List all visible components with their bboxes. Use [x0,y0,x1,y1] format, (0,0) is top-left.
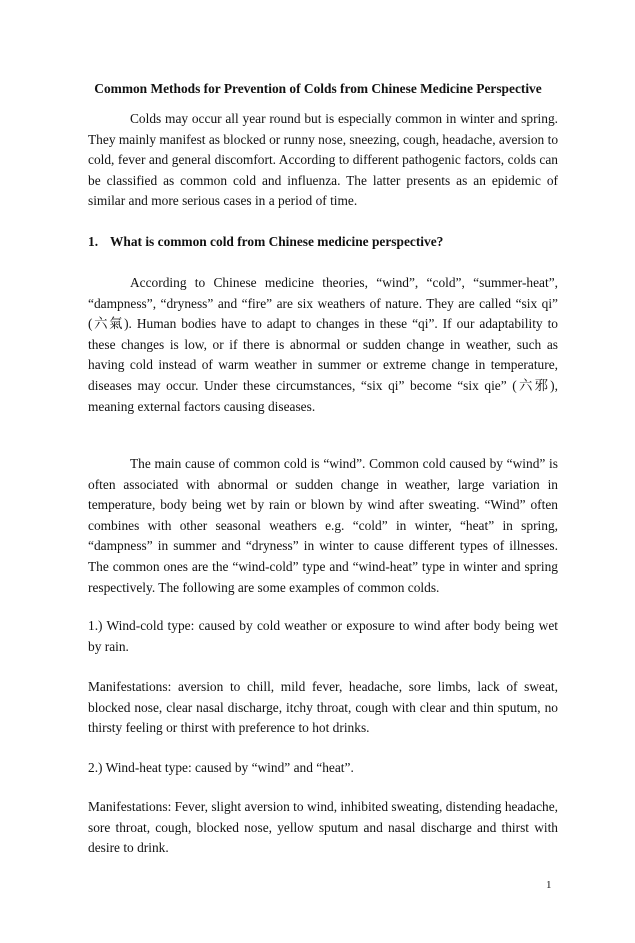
intro-paragraph: Colds may occur all year round but is especially common in winter and spring. They mainly manifest as blocked or runny nose, sneezing, cough, headache, aversion to cold, fever and general discomfort. According to different pathogenic factors, colds can be classified as common cold and influenza. The latter presents as an epidemic of similar and more serious cases in a period of time. [88,111,559,209]
wind-heat-type: 2.) Wind-heat type: caused by “wind” and “heat”. [88,760,354,775]
wind-cold-manifestations: Manifestations: aversion to chill, mild fever, headache, sore limbs, lack of sweat, blocked nose, clear nasal discharge, itchy throat, cough with clear and thin sputum, no thirsty feeling or thirst with preference to hot drinks. [88,679,558,736]
section-number: 1. [88,234,99,249]
wind-paragraph: The main cause of common cold is “wind”. Common cold caused by “wind” is often associated with abnormal or sudden change in weather, large variation in temperature, body being wet by rain or blown by wind after sweating. “Wind” often combines with other seasonal weathers e.g. “cold” in winter, “heat” in spring, “dampness” in summer and “dryness” in winter to cause different types of illnesses. The common ones are the “wind-cold” type and “wind-heat” type in winter and spring respectively. The following are some examples of common colds. [88,456,558,595]
wind-cold-type: 1.) Wind-cold type: caused by cold weather or exposure to wind after body being wet by rain. [88,618,558,654]
section-heading [88,232,558,252]
section-heading-text: What is common cold from Chinese medicine perspective? [110,234,444,249]
wind-heat-manifestations: Manifestations: Fever, slight aversion to wind, inhibited sweating, distending headache, sore throat, cough, blocked nose, yellow sputum and nasal discharge and thirst with desire to drink. [88,799,558,856]
page-number: 1 [546,879,552,891]
document-title: Common Methods for Prevention of Colds from Chinese Medicine Perspective [94,81,542,96]
theory-paragraph: According to Chinese medicine theories, “wind”, “cold”, “summer-heat”, “dampness”, “dryness” and “fire” are six weathers of nature. They are called “six qi” (六氣). Human bodies have to adapt to changes in these “qi”. If our adaptability to these changes is low, or if there is abnormal or sudden change in weather, such as having cold instead of warm weather in summer or extreme change in temperature, diseases may occur. Under these circumstances, “six qi” become “six qie” (六邪), meaning external factors causing diseases. [88,275,558,414]
